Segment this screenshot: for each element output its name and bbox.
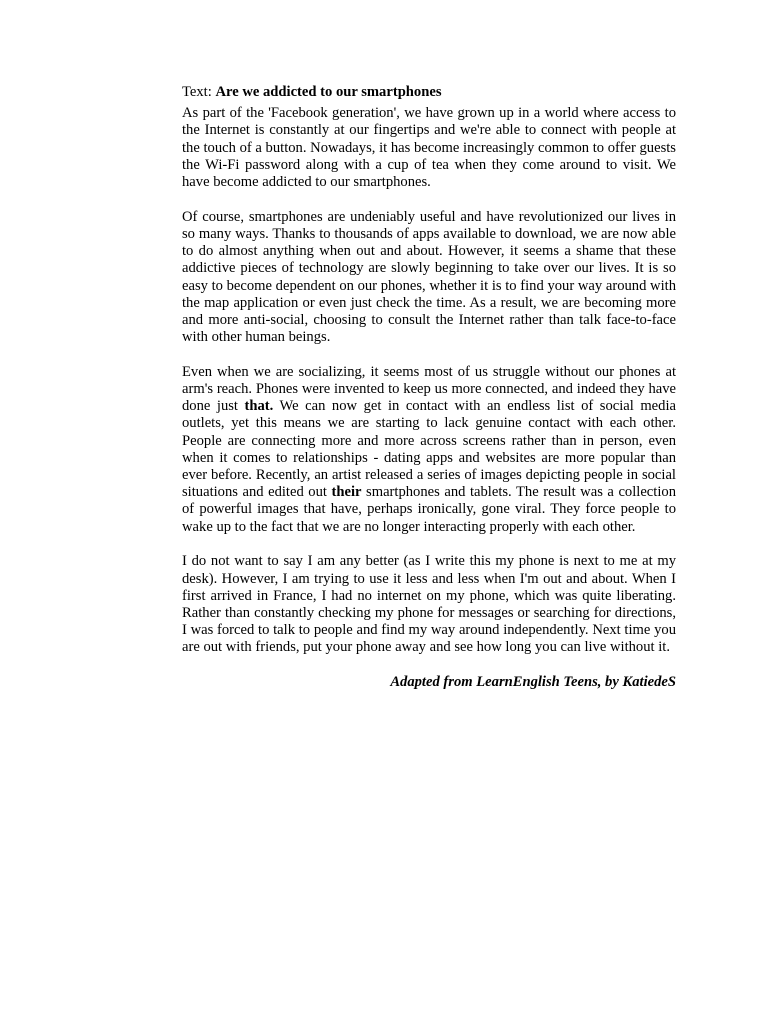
title-label: Text:	[182, 84, 212, 100]
emphasis-that: that.	[244, 398, 274, 415]
paragraph-3-part-e: smartphones and tablets. The result was a collection of powerful images that have, perhaps ironically, gone viral. They force people to wake up to the fact that we are no longer interacting properly with each other.	[182, 484, 676, 535]
paragraph-3-part-c: We can now get in contact with an endless list of social media outlets, yet this means we are starting to lack genuine contact with each other. People are connecting more and more across screens rather than in person, even when it comes to relationships - dating apps and websites are more popular than ever before. Recently, an artist released a series of images depicting people in social situations and edited out	[182, 398, 676, 501]
paragraph-1: As part of the 'Facebook generation', we have grown up in a world where access to the Internet is constantly at our fingertips and we're able to connect with people at the touch of a button. Nowadays, it has become increasingly common to offer guests the Wi-Fi password along with a cup of tea when they come around to visit. We have become addicted to our smartphones.	[182, 105, 676, 191]
title-line	[182, 84, 676, 101]
paragraph-3	[182, 364, 676, 536]
article-title: Are we addicted to our smartphones	[215, 84, 442, 100]
emphasis-their: their	[331, 484, 362, 501]
paragraph-3-part-a: Even when we are socializing, it seems most of us struggle without our phones at arm's reach. Phones were invented to keep us more connected, and indeed they have done just	[182, 363, 676, 415]
document-page	[182, 84, 676, 691]
paragraph-2: Of course, smartphones are undeniably useful and have revolutionized our lives in so many ways. Thanks to thousands of apps available to download, we are now able to do almost anything when out and about. However, it seems a shame that these addictive pieces of technology are slowly beginning to take over our lives. It is so easy to become dependent on our phones, whether it is to find your way around with the map application or even just check the time. As a result, we are becoming more and more anti-social, choosing to consult the Internet rather than talk face-to-face with other human beings.	[182, 208, 676, 346]
source-attribution: Adapted from LearnEnglish Teens, by KatiedeS	[390, 674, 676, 691]
paragraph-4: I do not want to say I am any better (as I write this my phone is next to me at my desk). However, I am trying to use it less and less when I'm out and about. When I first arrived in France, I had no internet on my phone, which was quite liberating. Rather than constantly checking my phone for messages or searching for directions, I was forced to talk to people and find my way around independently. Next time you are out with friends, put your phone away and see how long you can live without it.	[182, 553, 676, 656]
